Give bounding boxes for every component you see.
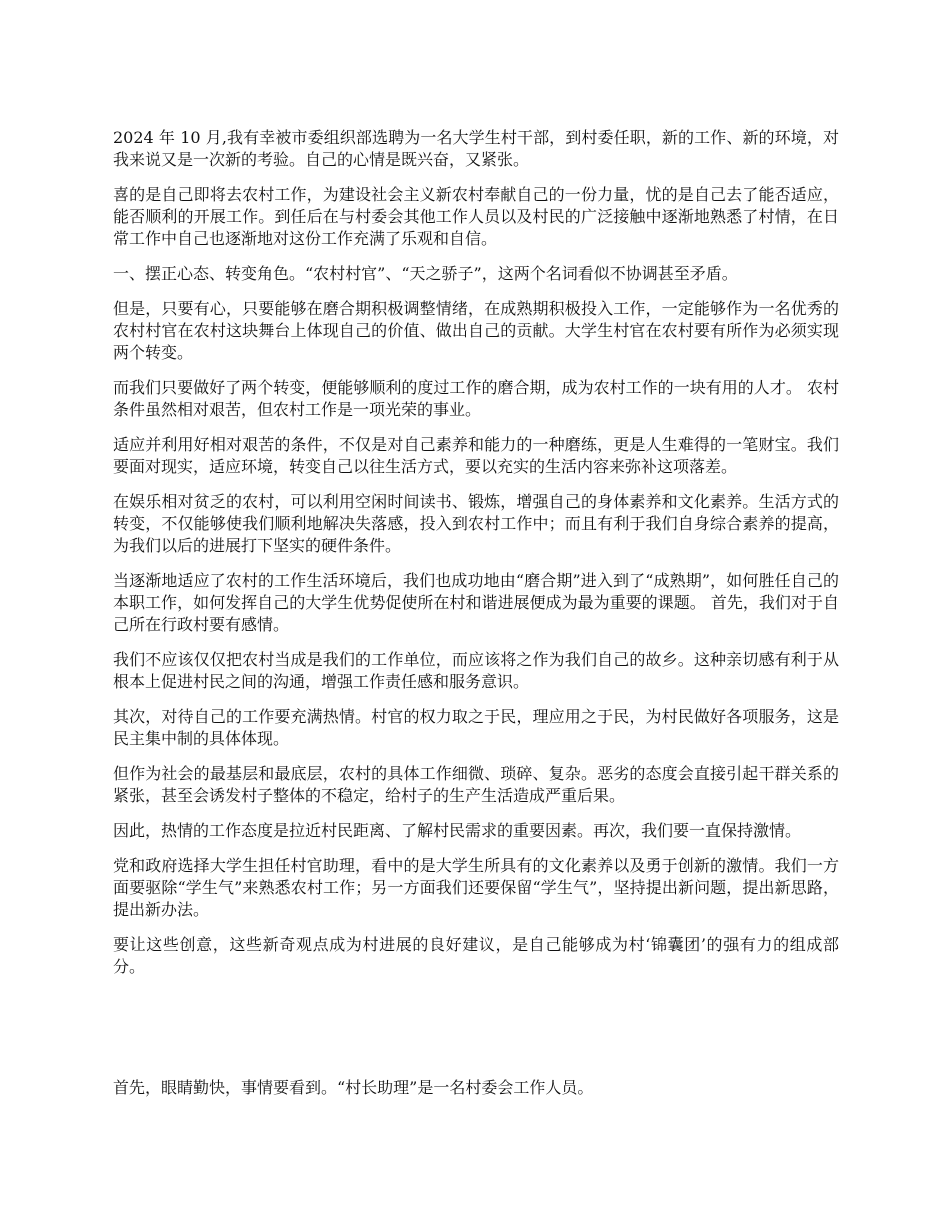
paragraph: 要让这些创意，这些新奇观点成为村进展的良好建议，是自己能够成为村‘锦囊团’的强有力的组成部分。 [113, 935, 839, 976]
paragraph: 一、摆正心态、转变角色。“农村村官”、“天之骄子”，这两个名词看似不协调甚至矛盾。 [113, 264, 738, 283]
paragraph: 我们不应该仅仅把农村当成是我们的工作单位，而应该将之作为我们自己的故乡。这种亲切感有利于从根本上促进村民之间的沟通，增强工作责任感和服务意识。 [113, 650, 839, 691]
paragraph: 喜的是自己即将去农村工作，为建设社会主义新农村奉献自己的一份力量，忧的是自己去了能否适应，能否顺利的开展工作。到任后在与村委会其他工作人员以及村民的广泛接触中逐渐地熟悉了村情，在日常工作中自己也逐渐地对这份工作充满了乐观和自信。 [113, 185, 839, 248]
paragraph: 适应并利用好相对艰苦的条件，不仅是对自己素养和能力的一种磨练，更是人生难得的一笔财宝。我们要面对现实，适应环境，转变自己以往生活方式，要以充实的生活内容来弥补这项落差。 [113, 435, 839, 476]
paragraph: 在娱乐相对贫乏的农村，可以利用空闲时间读书、锻炼，增强自己的身体素养和文化素养。生活方式的转变，不仅能够使我们顺利地解决失落感，投入到农村工作中；而且有利于我们自身综合素养的提高，为我们以后的进展打下坚实的硬件条件。 [113, 492, 839, 555]
paragraph: 但作为社会的最基层和最底层，农村的具体工作细微、琐碎、复杂。恶劣的态度会直接引起干群关系的紧张，甚至会诱发村子整体的不稳定，给村子的生产生活造成严重后果。 [113, 764, 839, 805]
document-body [113, 127, 839, 991]
paragraph: 因此，热情的工作态度是拉近村民距离、了解村民需求的重要因素。再次，我们要一直保持激情。 [113, 821, 802, 840]
paragraph: 但是，只要有心，只要能够在磨合期积极调整情绪，在成熟期积极投入工作，一定能够作为一名优秀的农村村官在农村这块舞台上体现自己的价值、做出自己的贡献。大学生村官在农村要有所作为必须实现两个转变。 [113, 299, 839, 362]
paragraph: 党和政府选择大学生担任村官助理，看中的是大学生所具有的文化素养以及勇于创新的激情。我们一方面要驱除“学生气”来熟悉农村工作；另一方面我们还要保留“学生气”，坚持提出新问题，提出新思路，提出新办法。 [113, 856, 839, 919]
paragraph: 当逐渐地适应了农村的工作生活环境后，我们也成功地由“磨合期”进入到了“成熟期”，如何胜任自己的本职工作，如何发挥自己的大学生优势促使所在村和谐进展便成为最为重要的课题。 首先，我们对于自己所在行政村要有感情。 [113, 571, 839, 634]
paragraph: 而我们只要做好了两个转变，便能够顺利的度过工作的磨合期，成为农村工作的一块有用的人才。 农村条件虽然相对艰苦，但农村工作是一项光荣的事业。 [113, 378, 839, 419]
closing-paragraph: 首先，眼睛勤快，事情要看到。“村长助理”是一名村委会工作人员。 [113, 1078, 594, 1097]
paragraph: 其次，对待自己的工作要充满热情。村官的权力取之于民，理应用之于民，为村民做好各项服务，这是民主集中制的具体体现。 [113, 707, 839, 748]
paragraph: 2024 年 10 月,我有幸被市委组织部选聘为一名大学生村干部，到村委任职，新的工作、新的环境，对我来说又是一次新的考验。自己的心情是既兴奋，又紧张。 [113, 128, 839, 169]
